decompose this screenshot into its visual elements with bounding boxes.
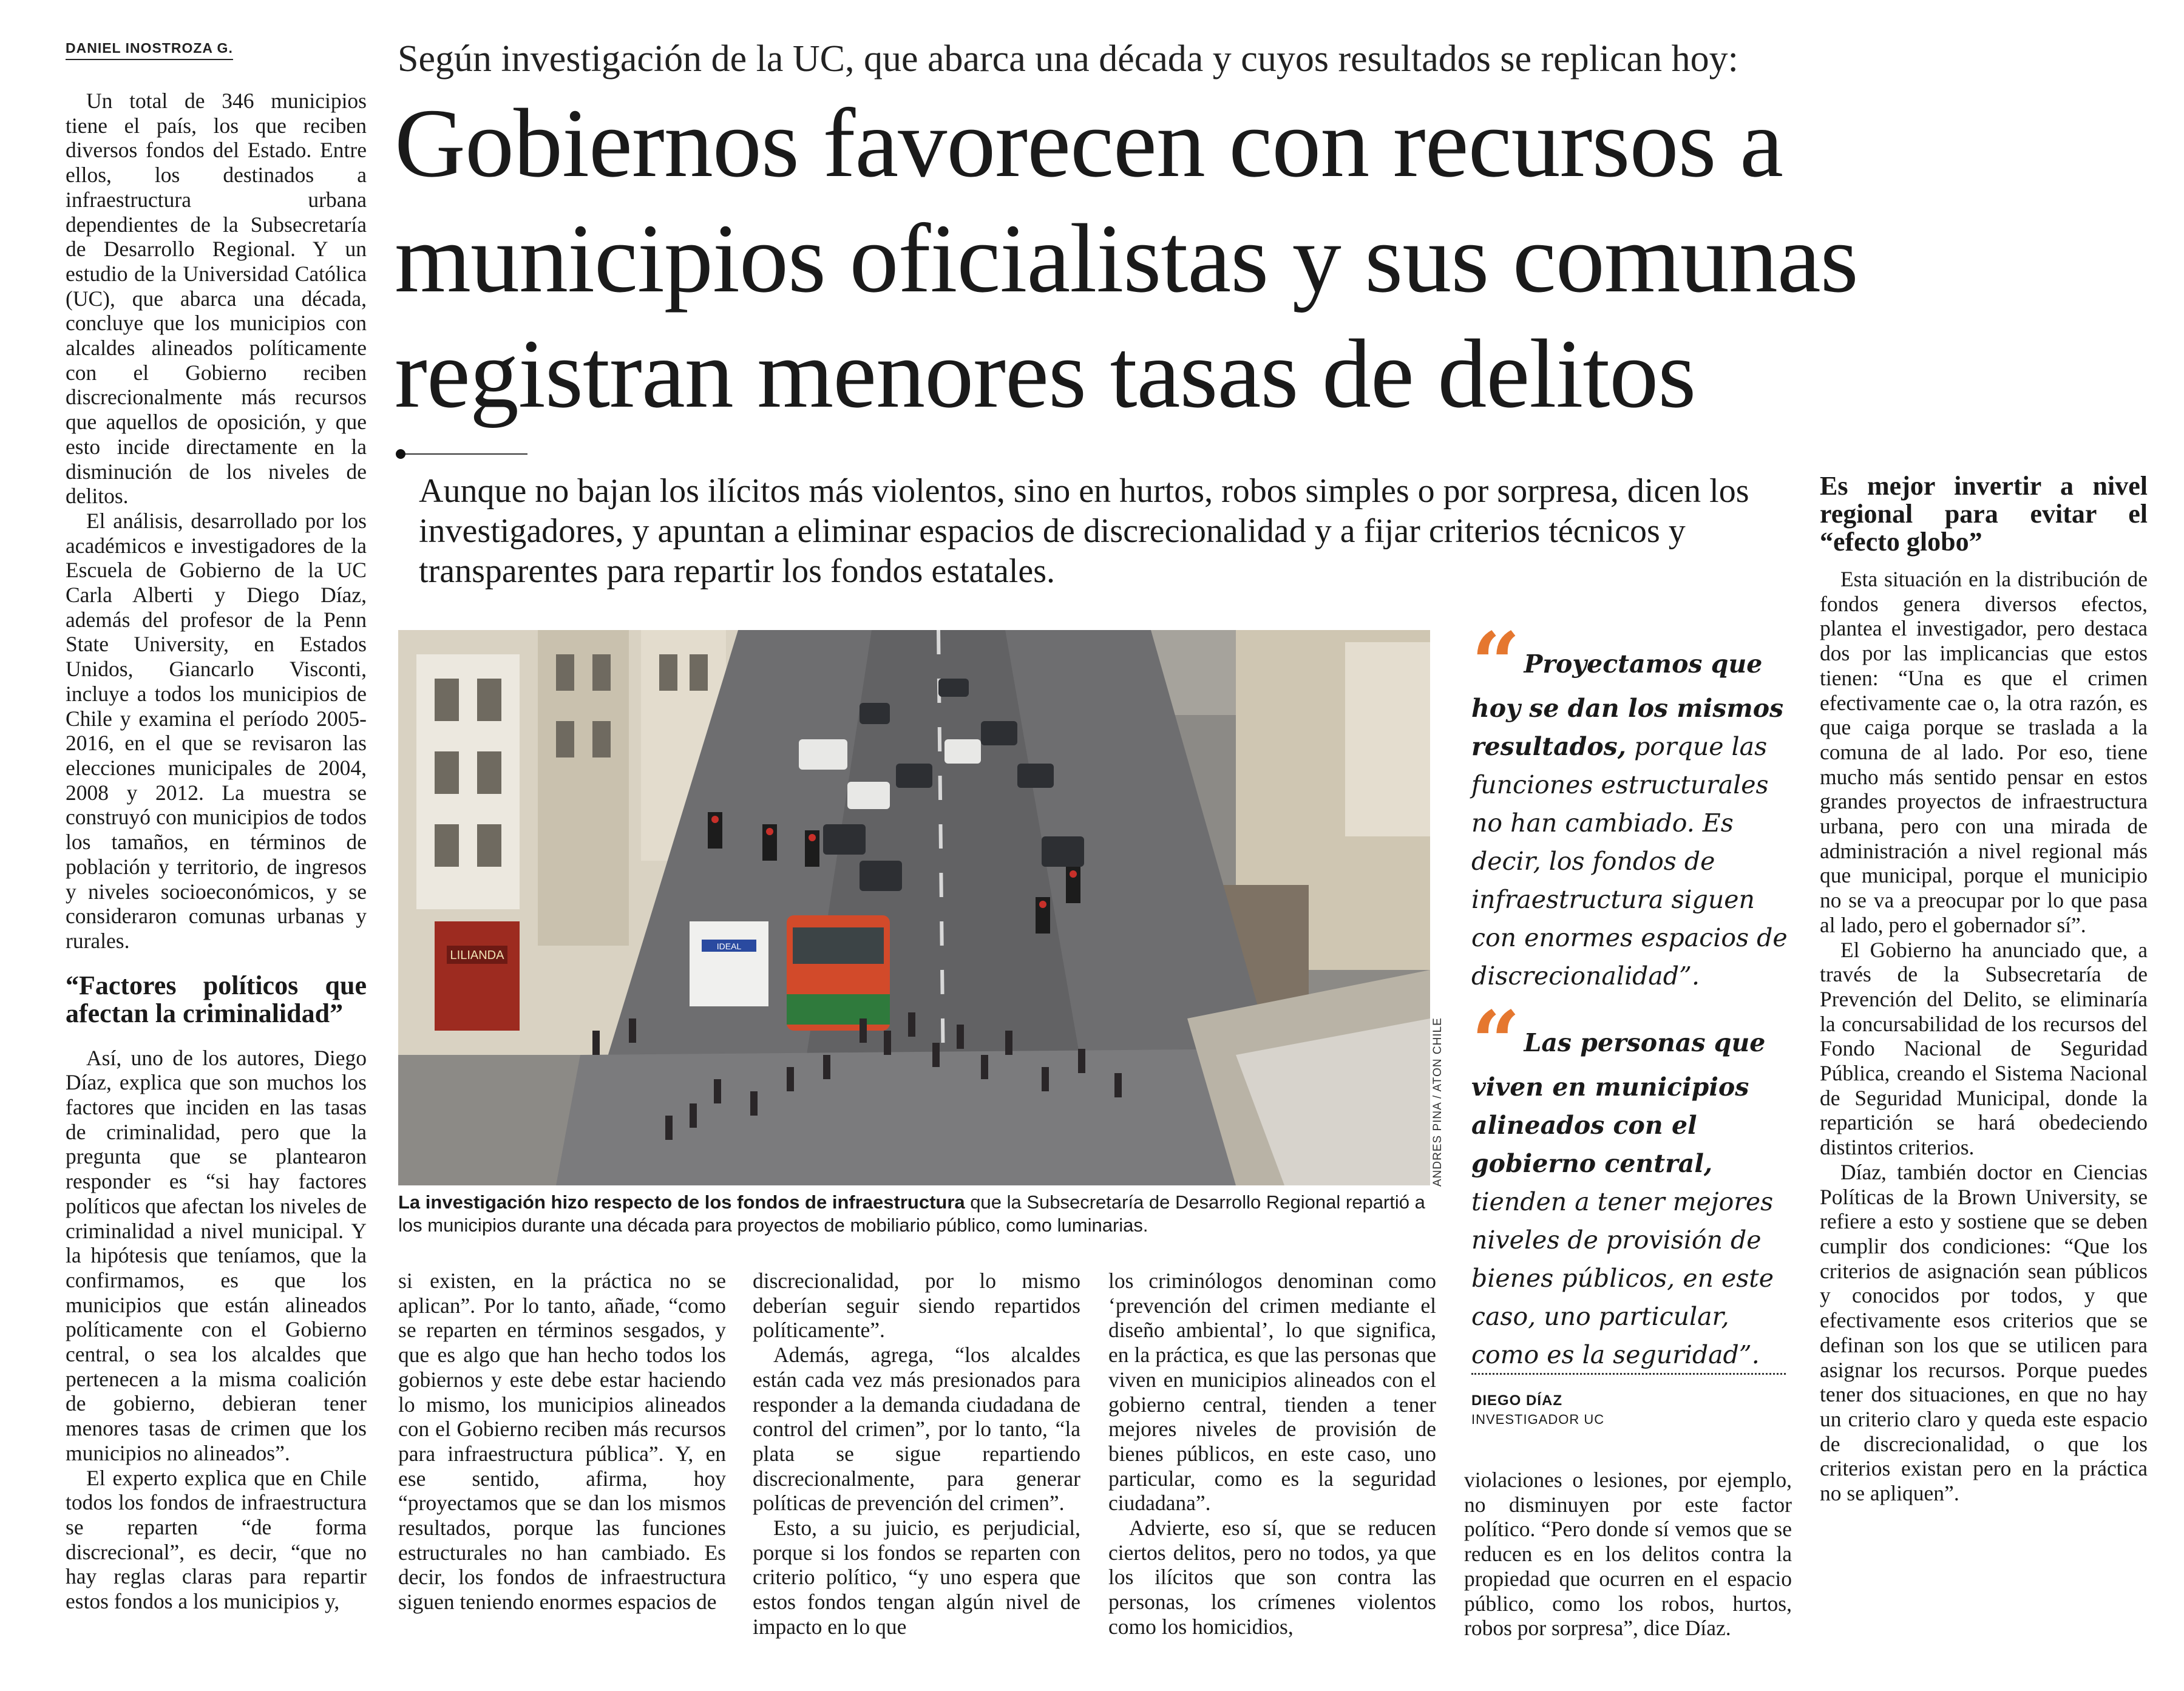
quote1-bold: Proyectamos que hoy se dan los mismos resultados, [1471,649,1784,761]
col4-paragraph: Advierte, eso sí, que se reducen ciertos delitos, pero no todos, ya que los ilícitos que son contra las personas, los crímenes violentos como los homicidios, [1108,1516,1436,1639]
quote2-bold: Las personas que viven en municipios alineados con el gobierno central, [1471,1028,1766,1178]
quote1-rest: porque las funciones estructurales no han cambiado. Es decir, los fondos de infraestructura siguen con enormes espacios de discrecionalidad”. [1471,732,1788,991]
column-3 [753,1269,1080,1681]
headline-rule [397,453,527,455]
quote2-rest: tienden a tener mejores niveles de provisión de bienes públicos, en este caso, uno particular, como es la seguridad”. [1471,1187,1774,1369]
quote-author-role: INVESTIGADOR UC [1471,1412,1605,1427]
col1-paragraph: El experto explica que en Chile todos los fondos de infraestructura se reparten “de forma discrecional”, es decir, “que no hay reglas claras para repartir estos fondos a los municipios y, [66,1465,367,1614]
headline: Gobiernos favorecen con recursos a municipios oficialistas y sus comunas registran menores tasas de delitos [395,89,1858,429]
column-5 [1464,1468,1792,1680]
bullet-dot [396,449,405,459]
col6-paragraph: El Gobierno ha anunciado que, a través de la Subsecretaría de Prevención del Delito, se eliminaría la concursabilidad de los recursos del Fondo Nacional de Seguridad Pública, creando el Sistema Nacional de Seguridad Municipal, donde la repartición se hará obedeciendo distintos criterios. [1820,937,2148,1160]
col6-paragraph: Esta situación en la distribución de fondos genera diversos efectos, plantea el investigador, pero destaca dos por las implicancias que estos tienen: “Una es que el crimen efectivamente cae o, la otra razón, es que caiga porque se traslada a la comuna de al lado. Por eso, tiene mucho más sentido pensar en estos grandes proyectos de infraestructura urbana, pero con una mirada de administración a nivel regional más que municipal, porque el municipio no se va a preocupar por lo que pasa al lado, pero el gobernador sí”. [1820,567,2148,937]
col4-paragraph: los criminólogos denominan como ‘prevención del crimen mediante el diseño ambiental’, lo que significa, en la práctica, es que las personas que viven en municipios alineados con el gobierno central, tienden a tener mejores niveles de provisión de bienes públicos, en este caso, uno particular, como es la seguridad ciudadana”. [1108,1269,1436,1516]
truck-sign: IDEAL [716,941,742,951]
column-6 [1820,472,2148,1681]
col1-paragraph: Así, uno de los autores, Diego Díaz, explica que son muchos los factores que inciden en las tasas de criminalidad, pero que la pregunta que se plantearon responder es “si hay factores políticos que afectan los niveles de criminalidad a nivel municipal. Y la hipótesis que teníamos, que la confirmamos, es que los municipios que están alineados políticamente con el Gobierno central, o sea los alcaldes que pertenecen a la misma coalición de gobierno, debieran tener menores tasas de crimen que los municipios no alineados”. [66,1045,367,1465]
column-1 [66,89,367,1679]
column-2 [398,1269,726,1681]
quote-author-name: DIEGO DÍAZ [1471,1392,1563,1409]
photo-credit: ANDRES PINA / ATON CHILE [1431,1017,1444,1187]
pull-quote-2 [1471,993,1799,1374]
col1-paragraph: Un total de 346 municipios tiene el país, los que reciben diversos fondos del Estado. Entre ellos, los destinados a infraestructura urbana dependientes de la Subsecretaría de Desarrollo Regional. Y un estudio de la Universidad Católica (UC), que abarca una década, concluye que los municipios con alcaldes alineados políticamente con el Gobierno reciben discrecionalmente más recursos que aquellos de oposición, y que esto incide directamente en la disminución de los niveles de delitos. [66,89,367,509]
col1-paragraph: El análisis, desarrollado por los académicos e investigadores de la Escuela de Gobierno de la UC Carla Alberti y Diego Díaz, además del profesor de la Penn State University, en Estados Unidos, Giancarlo Visconti, incluye a todos los municipios de Chile y examina el período 2005-2016, en el que se revisaron las elecciones municipales de 2004, 2008 y 2012. La muestra se construyó con municipios de todos los tamaños, en términos de población y territorio, de ingresos y niveles socioeconómicos, y se consideraron comunas urbanas y rurales. [66,508,367,953]
col6-subhead: Es mejor invertir a nivel regional para evitar el “efecto globo” [1820,472,2148,557]
column-4 [1108,1269,1436,1681]
col3-paragraph: Además, agrega, “los alcaldes están cada vez más presionados para responder a la demanda ciudadana de control del crimen”, por lo tanto, “la plata se sigue repartiendo discrecionalmente, para generar políticas de prevención del crimen”. [753,1343,1080,1516]
quote-divider [1471,1373,1786,1375]
kicker: Según investigación de la UC, que abarca una década y cuyos resultados se replican hoy: [398,38,1738,80]
quote-mark-icon: “ [1471,993,1521,1093]
deck: Aunque no bajan los ilícitos más violentos, sino en hurtos, robos simples o por sorpresa, dicen los investigadores, y apuntan a eliminar espacios de discrecionalidad y a fijar criterios técnicos y transparentes para repartir los fondos estatales. [419,472,1749,590]
col3-paragraph: Esto, a su juicio, es perjudicial, porque si los fondos se reparten con criterio político, “y uno espera que estos fondos tengan algún nivel de impacto en lo que [753,1516,1080,1639]
col1-subhead: “Factores políticos que afectan la criminalidad” [66,970,367,1028]
col3-paragraph: discrecionalidad, por lo mismo deberían seguir siendo repartidos políticamente”. [753,1269,1080,1343]
photo-caption [398,1191,1430,1237]
byline: DANIEL INOSTROZA G. [66,40,233,60]
col2-paragraph: si existen, en la práctica no se aplican”. Por lo tanto, añade, “como se reparten en términos sesgados, y que es algo que han hecho todos los gobiernos y este debe estar haciendo lo mismo, los municipios alineados con el Gobierno reciben más recursos para infraestructura pública”. Y, en ese sentido, afirma, hoy “proyectamos que se dan los mismos resultados, porque las funciones estructurales no han cambiado. Es decir, los fondos de infraestructura siguen teniendo enormes espacios de [398,1269,726,1615]
col6-paragraph: Díaz, también doctor en Ciencias Políticas de la Brown University, se refiere a esto y sostiene que se deben cumplir dos condiciones: “Que los criterios de asignación sean públicos y conocidos por todos, y que efectivamente esos criterios que se definan son los que se utilicen para asignar los recursos. Porque puedes tener dos situaciones, en que no hay un criterio claro y queda este espacio de discrecionalidad, o que los criterios existan pero en la práctica no se apliquen”. [1820,1159,2148,1506]
shop-sign: LILIANDA [450,949,504,962]
caption-bold: La investigación hizo respecto de los fondos de infraestructura [398,1191,965,1213]
street-photo [398,630,1430,1185]
col5-paragraph: violaciones o lesiones, por ejemplo, no disminuyen por este factor político. “Pero donde sí vemos que se reducen es en los delitos contra la propiedad que ocurren en el espacio público, como los robos, hurtos, robos por sorpresa”, dice Díaz. [1464,1468,1792,1641]
pull-quote-1 [1471,614,1799,995]
quote-mark-icon: “ [1471,614,1521,714]
caption-rest: que la Subsecretaría de Desarrollo Regional repartió a los municipios durante una década para proyectos de mobiliario público, como luminarias. [398,1191,1425,1236]
